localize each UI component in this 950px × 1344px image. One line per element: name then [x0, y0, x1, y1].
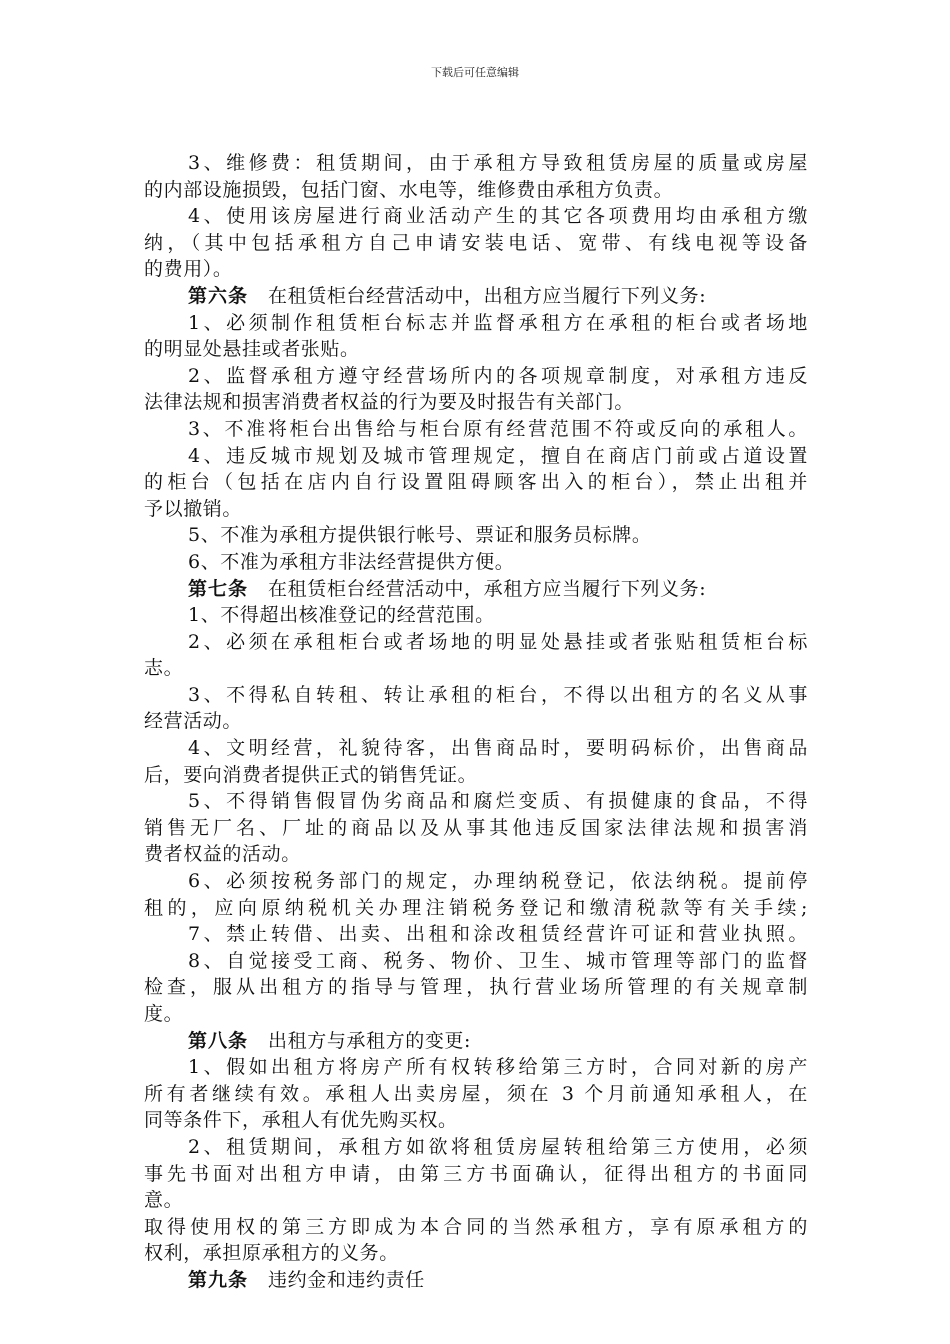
line-text: 在租赁柜台经营活动中，承租方应当履行下列义务:: [268, 577, 707, 600]
line-text: 纳，（其中包括承租方自己申请安装电话、宽带、有线电视等设备: [144, 231, 808, 254]
line-text: 租的，应向原纳税机关办理注销税务登记和缴清税款等有关手续;: [144, 896, 808, 919]
document-body: [144, 150, 808, 1294]
line-text: 1、不得超出核准登记的经营范围。: [188, 604, 495, 627]
paragraph-line: [144, 602, 808, 629]
line-text: 法律法规和损害消费者权益的行为要及时报告有关部门。: [144, 391, 635, 414]
paragraph-line: [144, 1187, 808, 1214]
paragraph-line: [144, 1134, 808, 1161]
line-text: 在租赁柜台经营活动中，出租方应当履行下列义务:: [268, 284, 707, 307]
paragraph-line: [144, 1001, 808, 1028]
line-text: 同等条件下，承租人有优先购买权。: [144, 1109, 458, 1132]
line-text: 的柜台（包括在店内自行设置阻碍顾客出入的柜台），禁止出租并: [144, 471, 808, 494]
line-text: 1、假如出租方将房产所有权转移给第三方时，合同对新的房产: [188, 1056, 808, 1079]
paragraph-line: [144, 443, 808, 470]
paragraph-line: [144, 1107, 808, 1134]
line-text: 3、维修费：租赁期间，由于承租方导致租赁房屋的质量或房屋: [188, 152, 808, 174]
article-heading-line: [144, 1267, 808, 1294]
line-text: 6、必须按税务部门的规定，办理纳税登记，依法纳税。提前停: [188, 870, 808, 893]
paragraph-line: [144, 1081, 808, 1108]
line-text: 8、自觉接受工商、税务、物价、卫生、城市管理等部门的监督: [188, 949, 808, 972]
line-text: 取得使用权的第三方即成为本合同的当然承租方，享有原承租方的: [144, 1215, 808, 1238]
line-text: 度。: [144, 1003, 184, 1025]
paragraph-line: [144, 469, 808, 496]
paragraph-line: [144, 921, 808, 948]
paragraph-line: [144, 203, 808, 230]
line-text: 1、必须制作租赁柜台标志并监督承租方在承租的柜台或者场地: [188, 311, 808, 334]
paragraph-line: [144, 1214, 808, 1241]
line-text: 6、不准为承租方非法经营提供方便。: [188, 550, 515, 573]
article-title: 第六条: [188, 284, 249, 307]
line-text: 费者权益的活动。: [144, 843, 301, 866]
paragraph-line: [144, 841, 808, 868]
article-title: 第七条: [188, 577, 249, 600]
line-text: 所有者继续有效。承租人出卖房屋，须在 3 个月前通知承租人，在: [144, 1082, 808, 1105]
article-heading-line: [144, 283, 808, 310]
paragraph-line: [144, 256, 808, 283]
article-title: 第九条: [188, 1268, 249, 1291]
paragraph-line: [144, 177, 808, 204]
paragraph-line: [144, 735, 808, 762]
paragraph-line: [144, 389, 808, 416]
line-text: 3、不准将柜台出售给与柜台原有经营范围不符或反向的承租人。: [188, 417, 808, 440]
line-text: 事先书面对出租方申请，由第三方书面确认，征得出租方的书面同: [144, 1162, 808, 1185]
line-text: 志。: [144, 657, 184, 680]
paragraph-line: [144, 522, 808, 549]
line-text: 的内部设施损毁，包括门窗、水电等，维修费由承租方负责。: [144, 178, 674, 201]
line-text: 出租方与承租方的变更:: [268, 1029, 472, 1052]
line-text: 的明显处悬挂或者张贴。: [144, 338, 360, 361]
paragraph-line: [144, 336, 808, 363]
paragraph-line: [144, 815, 808, 842]
line-text: 销售无厂名、厂址的商品以及从事其他违反国家法律法规和损害消: [144, 816, 808, 839]
paragraph-line: [144, 150, 808, 177]
paragraph-line: [144, 1054, 808, 1081]
paragraph-line: [144, 868, 808, 895]
paragraph-line: [144, 708, 808, 735]
paragraph-line: [144, 1240, 808, 1267]
line-text: 后，要向消费者提供正式的销售凭证。: [144, 763, 478, 786]
paragraph-line: [144, 629, 808, 656]
line-text: 2、必须在承租柜台或者场地的明显处悬挂或者张贴租赁柜台标: [188, 630, 808, 653]
paragraph-line: [144, 895, 808, 922]
line-text: 5、不得销售假冒伪劣商品和腐烂变质、有损健康的食品，不得: [188, 790, 808, 813]
paragraph-line: [144, 416, 808, 443]
paragraph-line: [144, 496, 808, 523]
line-text: 予以撤销。: [144, 497, 243, 520]
paragraph-line: [144, 363, 808, 390]
paragraph-line: [144, 682, 808, 709]
line-text: 5、不准为承租方提供银行帐号、票证和服务员标牌。: [188, 524, 652, 547]
paragraph-line: [144, 762, 808, 789]
line-text: 4、违反城市规划及城市管理规定，擅自在商店门前或占道设置: [188, 444, 808, 467]
line-text: 意。: [144, 1189, 184, 1212]
paragraph-line: [144, 310, 808, 337]
line-text: 的费用）。: [144, 258, 233, 281]
line-text: 权利，承担原承租方的义务。: [144, 1242, 399, 1265]
article-title: 第八条: [188, 1029, 249, 1052]
article-heading-line: [144, 576, 808, 603]
page-header: 下载后可任意编辑: [431, 66, 519, 79]
line-text: 7、禁止转借、出卖、出租和涂改租赁经营许可证和营业执照。: [188, 923, 808, 946]
line-text: 4、文明经营，礼貌待客，出售商品时，要明码标价，出售商品: [188, 737, 808, 760]
paragraph-line: [144, 655, 808, 682]
paragraph-line: [144, 549, 808, 576]
line-text: 2、监督承租方遵守经营场所内的各项规章制度，对承租方违反: [188, 364, 808, 387]
line-text: 违约金和违约责任: [268, 1268, 425, 1291]
paragraph-line: [144, 788, 808, 815]
line-text: 4、使用该房屋进行商业活动产生的其它各项费用均由承租方缴: [188, 205, 808, 228]
paragraph-line: [144, 1161, 808, 1188]
paragraph-line: [144, 974, 808, 1001]
paragraph-line: [144, 948, 808, 975]
paragraph-line: [144, 230, 808, 257]
line-text: 检查，服从出租方的指导与管理，执行营业场所管理的有关规章制: [144, 976, 808, 999]
line-text: 3、不得私自转租、转让承租的柜台，不得以出租方的名义从事: [188, 683, 808, 706]
line-text: 经营活动。: [144, 710, 243, 733]
line-text: 2、租赁期间，承租方如欲将租赁房屋转租给第三方使用，必须: [188, 1135, 808, 1158]
article-heading-line: [144, 1028, 808, 1055]
